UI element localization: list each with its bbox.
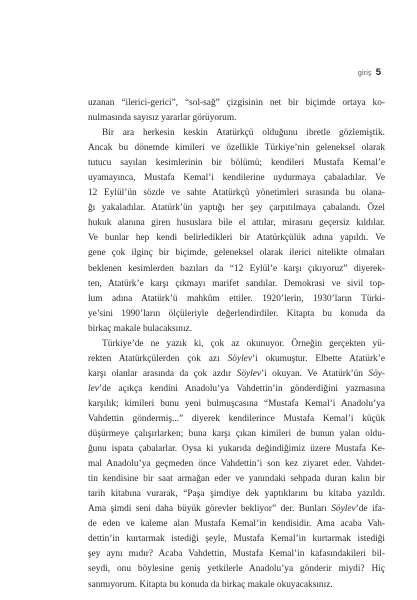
paragraph-2 (88, 126, 385, 337)
text-line: de eden ve kaleme alan Mustafa Kemal’in kendisidir. Ama acaba Vah- (88, 519, 385, 530)
text-line: karşı olanlar arasında da çok azdır Söylev’i okuyan. Ve Atatürk’ün Söy- (88, 368, 385, 379)
text-line: uzanan “ilerici-gerici”, “sol-sağ” çizgisinin net bir biçimde ortaya ko- (88, 98, 385, 108)
text-line: ten, Atatürk’e karşı çıkmayı marifet sandılar. Demokrasi ve sivil top- (88, 278, 385, 289)
text-line: Ama şimdi seni daha büyük görevler bekliyor” der. Bunları Söylev’de ifa- (88, 504, 385, 515)
text-line: Vahdettin göndermiş...” diyerek kendilerince Mustafa Kemal’i küçük (88, 413, 385, 424)
text-line: karşılık; kimileri bunu yeni bulmuşcasına “Mustafa Kemal’i Anadolu’ya (88, 398, 385, 409)
text-line: ye’sini 1990’ların ölçüleriyle değerlendirdiler. Kitapta bu konuda da (88, 308, 385, 319)
running-head: giriş (357, 70, 372, 77)
text-line: nulmasında sayısız yararlar görüyorum. (88, 113, 237, 124)
text-line: sanmıyorum. Kitapta bu konuda da birkaç makale okuyacaksınız. (88, 579, 333, 590)
paragraph-3 (88, 337, 385, 593)
text-line: Türkiye’de ne yazık ki, çok az okunuyor. Örneğin gerçekten yü- (102, 338, 385, 349)
text-line: tutucu sayılan kesimlerinin bir bölümü; kendileri Mustafa Kemal’e (88, 158, 385, 169)
text-line: dettin’in kurtarmak istediği şeyle, Mustafa Kemal’in kurtarmak istediği (88, 534, 385, 545)
text-line: Ve bunlar hep kendi belirledikleri bir Atatürkçülük adına yapıldı. Ve (88, 233, 385, 244)
text-line: ğunu ispata çabalarlar. Oysa ki yukarıda değindiğimiz üzere Mustafa Ke- (88, 444, 385, 455)
text-line: 12 Eylül’ün sözde ve sahte Atatürkçü yönetimleri sırasında bu olana- (88, 188, 385, 199)
text-line: rekten Atatürkçülerden çok azı Söylev’i okumuştur. Elbette Atatürk’e (88, 353, 385, 364)
text-line: birkaç makale bulacaksınız. (88, 323, 193, 334)
text-line: lum adına Atatürk’ü mahkûm ettiler. 1920’lerin, 1930’ların Türki- (88, 293, 385, 304)
text-line: Ancak bu dönemde kimileri ve özellikle Türkiye’nin geleneksel olarak (88, 143, 385, 154)
text-line: mal Anadolu’ya geçmeden önce Vahdettin’i son kez ziyaret eder. Vahdet- (88, 459, 385, 470)
text-line: tarih kitabına vurarak, “Paşa şimdiye dek yaptıklarını bu kitaba yazıldı. (88, 489, 385, 500)
text-line: Bir ara herkesin keskin Atatürkçü olduğunu ibretle gözlemiştik. (102, 128, 385, 139)
text-line: ğı yakaladılar. Atatürk’ün yaptığı her şey çarpıtılmaya çabalandı. Özel (88, 203, 385, 214)
text-line: seydi, onu böylesine geniş yetkilerle Anadolu’ya gönderir miydi? Hiç (88, 564, 385, 575)
text-line: beklenen kesimlerden bazıları da “12 Eylül’e karşı çıkıyoruz” diyerek- (88, 263, 385, 274)
text-line: uyamayınca, Mustafa Kemal’i kendilerine uydurmaya çabaladılar. Ve (88, 173, 385, 184)
text-line: lev’de açıkça kendini Anadolu’ya Vahdettin’in gönderdiğini yazmasına (88, 383, 385, 394)
text-line: düşürmeye çalışırlarken; buna karşı çıkan kimileri de bunun yalan oldu- (88, 429, 385, 440)
page-number: 5 (375, 67, 381, 78)
text-line: şey aynı mıdır? Acaba Vahdettin, Mustafa Kemal’in kafasındakileri bil- (88, 549, 385, 560)
paragraph-1 (88, 96, 385, 126)
text-line: hukuk alanına giren hususlara bile el attılar, mirasını geçersiz kıldılar. (88, 218, 385, 229)
text-line: tin kendisine bir saat armağan eder ve yanındaki sehpada duran kalın bir (88, 474, 385, 485)
body-text (88, 96, 385, 593)
page-header (358, 67, 381, 78)
text-line: gene çok ilginç bir biçimde, geleneksel olarak ilerici nitelikte olmaları (88, 248, 385, 259)
